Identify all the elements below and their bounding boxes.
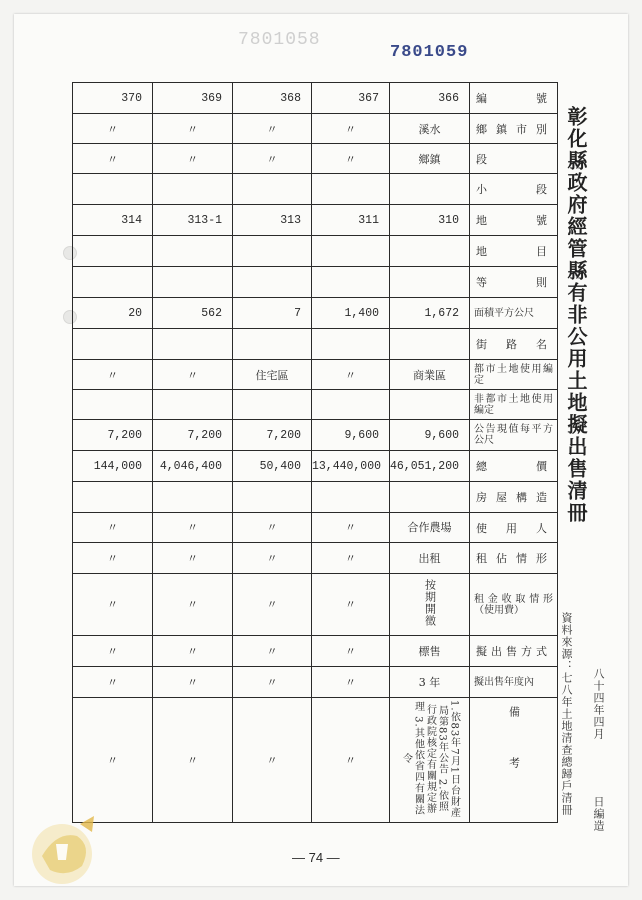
table-cell	[390, 482, 470, 513]
table-cell: 〃	[312, 513, 390, 543]
row-label	[470, 698, 558, 823]
table-cell	[390, 390, 470, 420]
table-cell: 〃	[233, 636, 312, 667]
table-cell: 20	[73, 298, 153, 329]
table-cell: 7,200	[73, 420, 153, 451]
table-cell	[233, 174, 312, 205]
source-note: 資料來源：七八年土地清查總歸戶清冊	[560, 612, 573, 816]
table-row	[73, 236, 558, 267]
ghost-number: 7801058	[238, 30, 321, 50]
table-cell	[233, 482, 312, 513]
row-label: 租佔情形	[470, 543, 558, 574]
table-cell	[390, 174, 470, 205]
table-row	[73, 574, 558, 636]
table-cell: 〃	[233, 698, 312, 823]
table-cell	[153, 236, 233, 267]
table-cell: 370	[73, 83, 153, 114]
table-cell: 〃	[73, 144, 153, 174]
row-label: 總價	[470, 451, 558, 482]
archive-logo-icon	[22, 806, 112, 888]
table-cell: 〃	[73, 114, 153, 144]
table-cell: 〃	[312, 114, 390, 144]
row-label: 擬出售方式	[470, 636, 558, 667]
table-cell: 314	[73, 205, 153, 236]
table-cell: 311	[312, 205, 390, 236]
table-cell	[312, 329, 390, 360]
table-row	[73, 543, 558, 574]
table-cell: 〃	[153, 114, 233, 144]
table-cell: 368	[233, 83, 312, 114]
row-label: 公告現值每平方公尺	[470, 420, 558, 451]
table-cell	[390, 574, 470, 636]
table-cell	[390, 329, 470, 360]
table-cell: 1,672	[390, 298, 470, 329]
date-note-suffix: 日編造	[592, 796, 605, 832]
table-cell: 鄉鎮	[390, 144, 470, 174]
remark-label: 備考	[507, 706, 521, 808]
table-row	[73, 390, 558, 420]
table-cell	[312, 390, 390, 420]
table-cell: 3 年	[390, 667, 470, 698]
table-cell: 〃	[153, 144, 233, 174]
table-row	[73, 174, 558, 205]
table-cell: 〃	[312, 144, 390, 174]
table-cell	[312, 267, 390, 298]
table-cell: 溪水	[390, 114, 470, 144]
table-cell: 313-1	[153, 205, 233, 236]
table-cell: 〃	[73, 574, 153, 636]
table-row	[73, 698, 558, 823]
table-cell: 〃	[73, 667, 153, 698]
table-row	[73, 360, 558, 390]
row-label: 鄉鎮市別	[470, 114, 558, 144]
land-table	[72, 82, 558, 823]
table-cell: 商業區	[390, 360, 470, 390]
table-cell: 合作農場	[390, 513, 470, 543]
table-row	[73, 114, 558, 144]
table-cell	[73, 329, 153, 360]
table-cell	[73, 390, 153, 420]
row-label: 街路名	[470, 329, 558, 360]
table-cell: 7,200	[153, 420, 233, 451]
table-cell: 369	[153, 83, 233, 114]
table-cell: 4,046,400	[153, 451, 233, 482]
row-label: 地號	[470, 205, 558, 236]
document-title: 彰化縣政府經管縣有非公用土地擬出售清冊	[564, 106, 588, 524]
table-cell: 〃	[73, 698, 153, 823]
table-cell: 9,600	[390, 420, 470, 451]
table-cell	[390, 236, 470, 267]
table-cell: 9,600	[312, 420, 390, 451]
table-cell	[153, 267, 233, 298]
row-label: 小段	[470, 174, 558, 205]
row-label: 租金收取情形（使用費）	[470, 574, 558, 636]
table-cell: 7	[233, 298, 312, 329]
page-number: — 74 —	[292, 850, 340, 865]
table-cell: 〃	[312, 360, 390, 390]
table-cell	[390, 698, 470, 823]
table-cell: 〃	[73, 636, 153, 667]
table-cell	[73, 267, 153, 298]
table-cell	[312, 482, 390, 513]
table-cell: 〃	[233, 574, 312, 636]
table-row	[73, 667, 558, 698]
table-row	[73, 420, 558, 451]
table-cell: 313	[233, 205, 312, 236]
row-label: 地目	[470, 236, 558, 267]
table-cell: 〃	[153, 636, 233, 667]
row-label: 房屋構造	[470, 482, 558, 513]
table-cell: 〃	[312, 698, 390, 823]
table-cell: 7,200	[233, 420, 312, 451]
row-label: 擬出售年度內	[470, 667, 558, 698]
table-cell: 〃	[233, 513, 312, 543]
table-cell	[153, 329, 233, 360]
table-cell	[233, 267, 312, 298]
table-cell: 〃	[233, 144, 312, 174]
table-cell: 144,000	[73, 451, 153, 482]
table-cell: 〃	[233, 667, 312, 698]
table-cell	[233, 329, 312, 360]
row-label: 面積平方公尺	[470, 298, 558, 329]
table-row	[73, 298, 558, 329]
table-cell: 50,400	[233, 451, 312, 482]
table-cell: 〃	[153, 513, 233, 543]
table-cell: 〃	[312, 667, 390, 698]
table-row	[73, 144, 558, 174]
table-cell	[233, 236, 312, 267]
row-label: 編號	[470, 83, 558, 114]
table-cell: 標售	[390, 636, 470, 667]
table-row	[73, 482, 558, 513]
table-cell	[390, 267, 470, 298]
table-cell: 13,440,000	[312, 451, 390, 482]
table-cell: 〃	[312, 574, 390, 636]
table-cell	[73, 236, 153, 267]
table-cell: 〃	[153, 360, 233, 390]
table-cell	[153, 482, 233, 513]
table-cell: 366	[390, 83, 470, 114]
table-cell: 1,400	[312, 298, 390, 329]
table-cell: 46,051,200	[390, 451, 470, 482]
table-cell	[153, 174, 233, 205]
table-cell: 〃	[312, 636, 390, 667]
rent-text: 按期開徵	[423, 579, 437, 627]
table-row	[73, 451, 558, 482]
table-row	[73, 205, 558, 236]
table-cell: 562	[153, 298, 233, 329]
table-cell: 〃	[153, 574, 233, 636]
table-cell	[233, 390, 312, 420]
table-cell: 〃	[73, 543, 153, 574]
table-cell: 〃	[73, 360, 153, 390]
table-row	[73, 83, 558, 114]
table-row	[73, 636, 558, 667]
table-cell: 住宅區	[233, 360, 312, 390]
row-label: 都市土地使用編定	[470, 360, 558, 390]
row-label: 使用人	[470, 513, 558, 543]
table-cell: 〃	[153, 698, 233, 823]
table-cell	[312, 236, 390, 267]
table-cell: 〃	[153, 667, 233, 698]
table-cell: 〃	[73, 513, 153, 543]
remark-text: 1.依83年7月1日台財產局第83年公告 2.依照行政院核定有關規定辦理 3.其他依省四有關法令	[400, 699, 460, 818]
table-cell: 〃	[233, 543, 312, 574]
table-cell: 出租	[390, 543, 470, 574]
document-number: 7801059	[390, 43, 469, 62]
table-row	[73, 513, 558, 543]
table-cell	[73, 482, 153, 513]
table-cell: 367	[312, 83, 390, 114]
table-cell: 〃	[312, 543, 390, 574]
table-row	[73, 267, 558, 298]
table-cell	[153, 390, 233, 420]
row-label: 等則	[470, 267, 558, 298]
table-cell: 〃	[153, 543, 233, 574]
table-cell	[312, 174, 390, 205]
table-cell: 310	[390, 205, 470, 236]
table-row	[73, 329, 558, 360]
table-cell	[73, 174, 153, 205]
row-label: 非都市土地使用編定	[470, 390, 558, 420]
table-cell: 〃	[233, 114, 312, 144]
row-label: 段	[470, 144, 558, 174]
date-note: 八十四年四月	[592, 668, 605, 740]
